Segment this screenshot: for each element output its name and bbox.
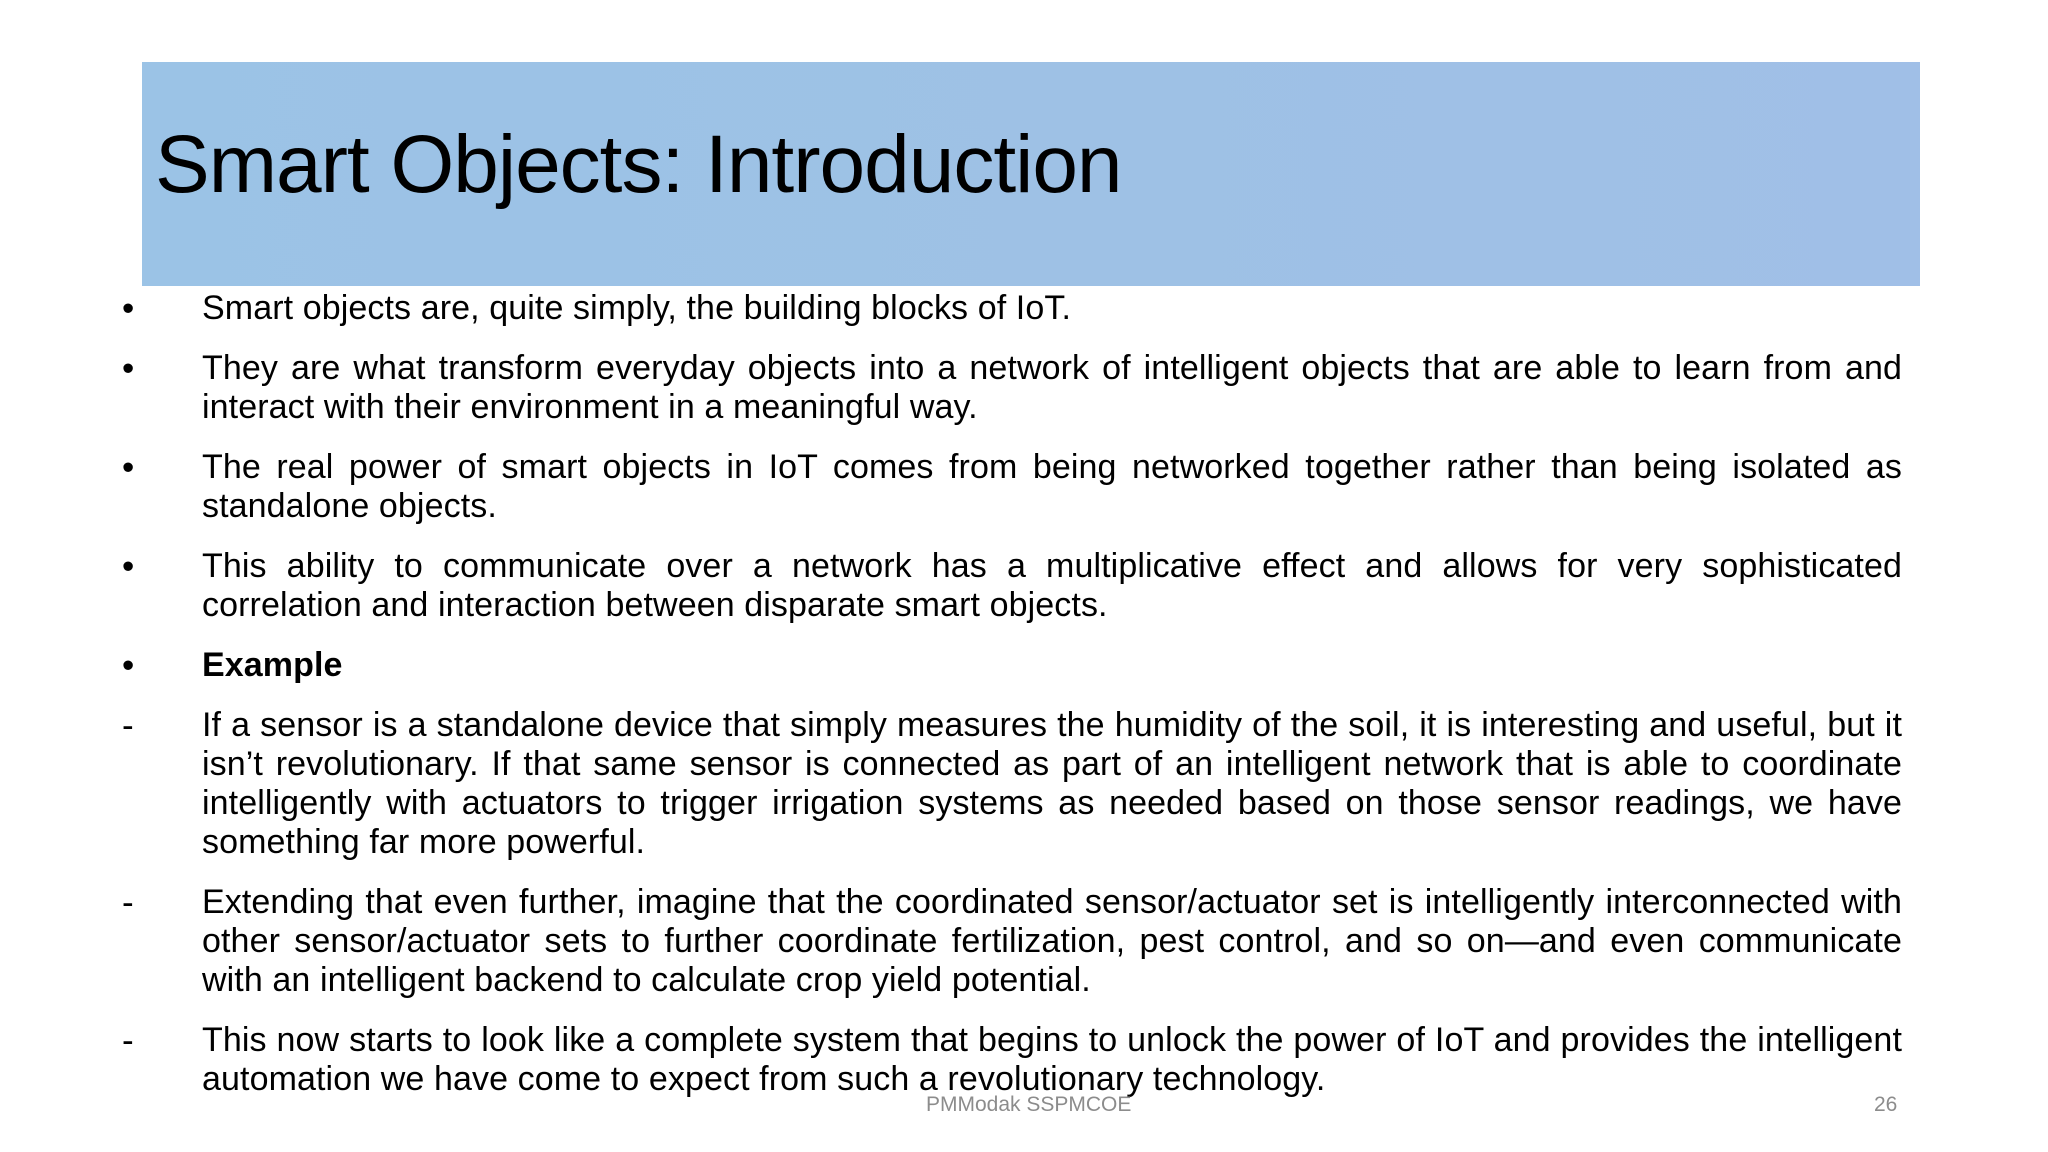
dash-item bbox=[122, 706, 1902, 862]
bullet-text: They are what transform everyday objects into a network of intelligent objects that are able to learn from and interact with their environment in a meaningful way. bbox=[202, 349, 1902, 426]
bullet-marker: • bbox=[122, 547, 135, 586]
dash-text: If a sensor is a standalone device that simply measures the humidity of the soil, it is interesting and useful, but it isn’t revolutionary. If that same sensor is connected as part of an intelligent network that is able to coordinate intelligently with actuators to trigger irrigation systems as needed based on those sensor readings, we have something far more powerful. bbox=[202, 706, 1902, 861]
bullet-marker: • bbox=[122, 289, 135, 328]
bullet-text: Smart objects are, quite simply, the building blocks of IoT. bbox=[202, 289, 1071, 327]
bullet-text: This ability to communicate over a network has a multiplicative effect and allows for very sophisticated correlation and interaction between disparate smart objects. bbox=[202, 547, 1902, 624]
bullet-marker: • bbox=[122, 646, 135, 685]
dash-marker: - bbox=[122, 706, 134, 745]
bullet-item bbox=[122, 646, 1902, 685]
slide-footer: PMModak SSPMCOE bbox=[926, 1093, 1132, 1116]
bullet-item bbox=[122, 448, 1902, 526]
bullet-marker: • bbox=[122, 349, 135, 388]
slide-title: Smart Objects: Introduction bbox=[155, 119, 1122, 210]
bullet-text: The real power of smart objects in IoT comes from being networked together rather than being isolated as standalone objects. bbox=[202, 448, 1902, 525]
bullet-item bbox=[122, 289, 1902, 328]
dash-item bbox=[122, 1021, 1902, 1099]
bullet-item bbox=[122, 547, 1902, 625]
dash-item bbox=[122, 883, 1902, 1000]
page-number: 26 bbox=[1874, 1093, 1898, 1116]
slide-content bbox=[122, 289, 1902, 1120]
bullet-item bbox=[122, 349, 1902, 427]
dash-text: This now starts to look like a complete system that begins to unlock the power of IoT and provides the intelligent automation we have come to expect from such a revolutionary technology. bbox=[202, 1021, 1902, 1098]
dash-marker: - bbox=[122, 1021, 134, 1060]
dash-marker: - bbox=[122, 883, 134, 922]
example-heading: Example bbox=[202, 646, 343, 684]
bullet-marker: • bbox=[122, 448, 135, 487]
dash-text: Extending that even further, imagine that the coordinated sensor/actuator set is intelligently interconnected with other sensor/actuator sets to further coordinate fertilization, pest control, and so on—and even communicate with an intelligent backend to calculate crop yield potential. bbox=[202, 883, 1902, 999]
